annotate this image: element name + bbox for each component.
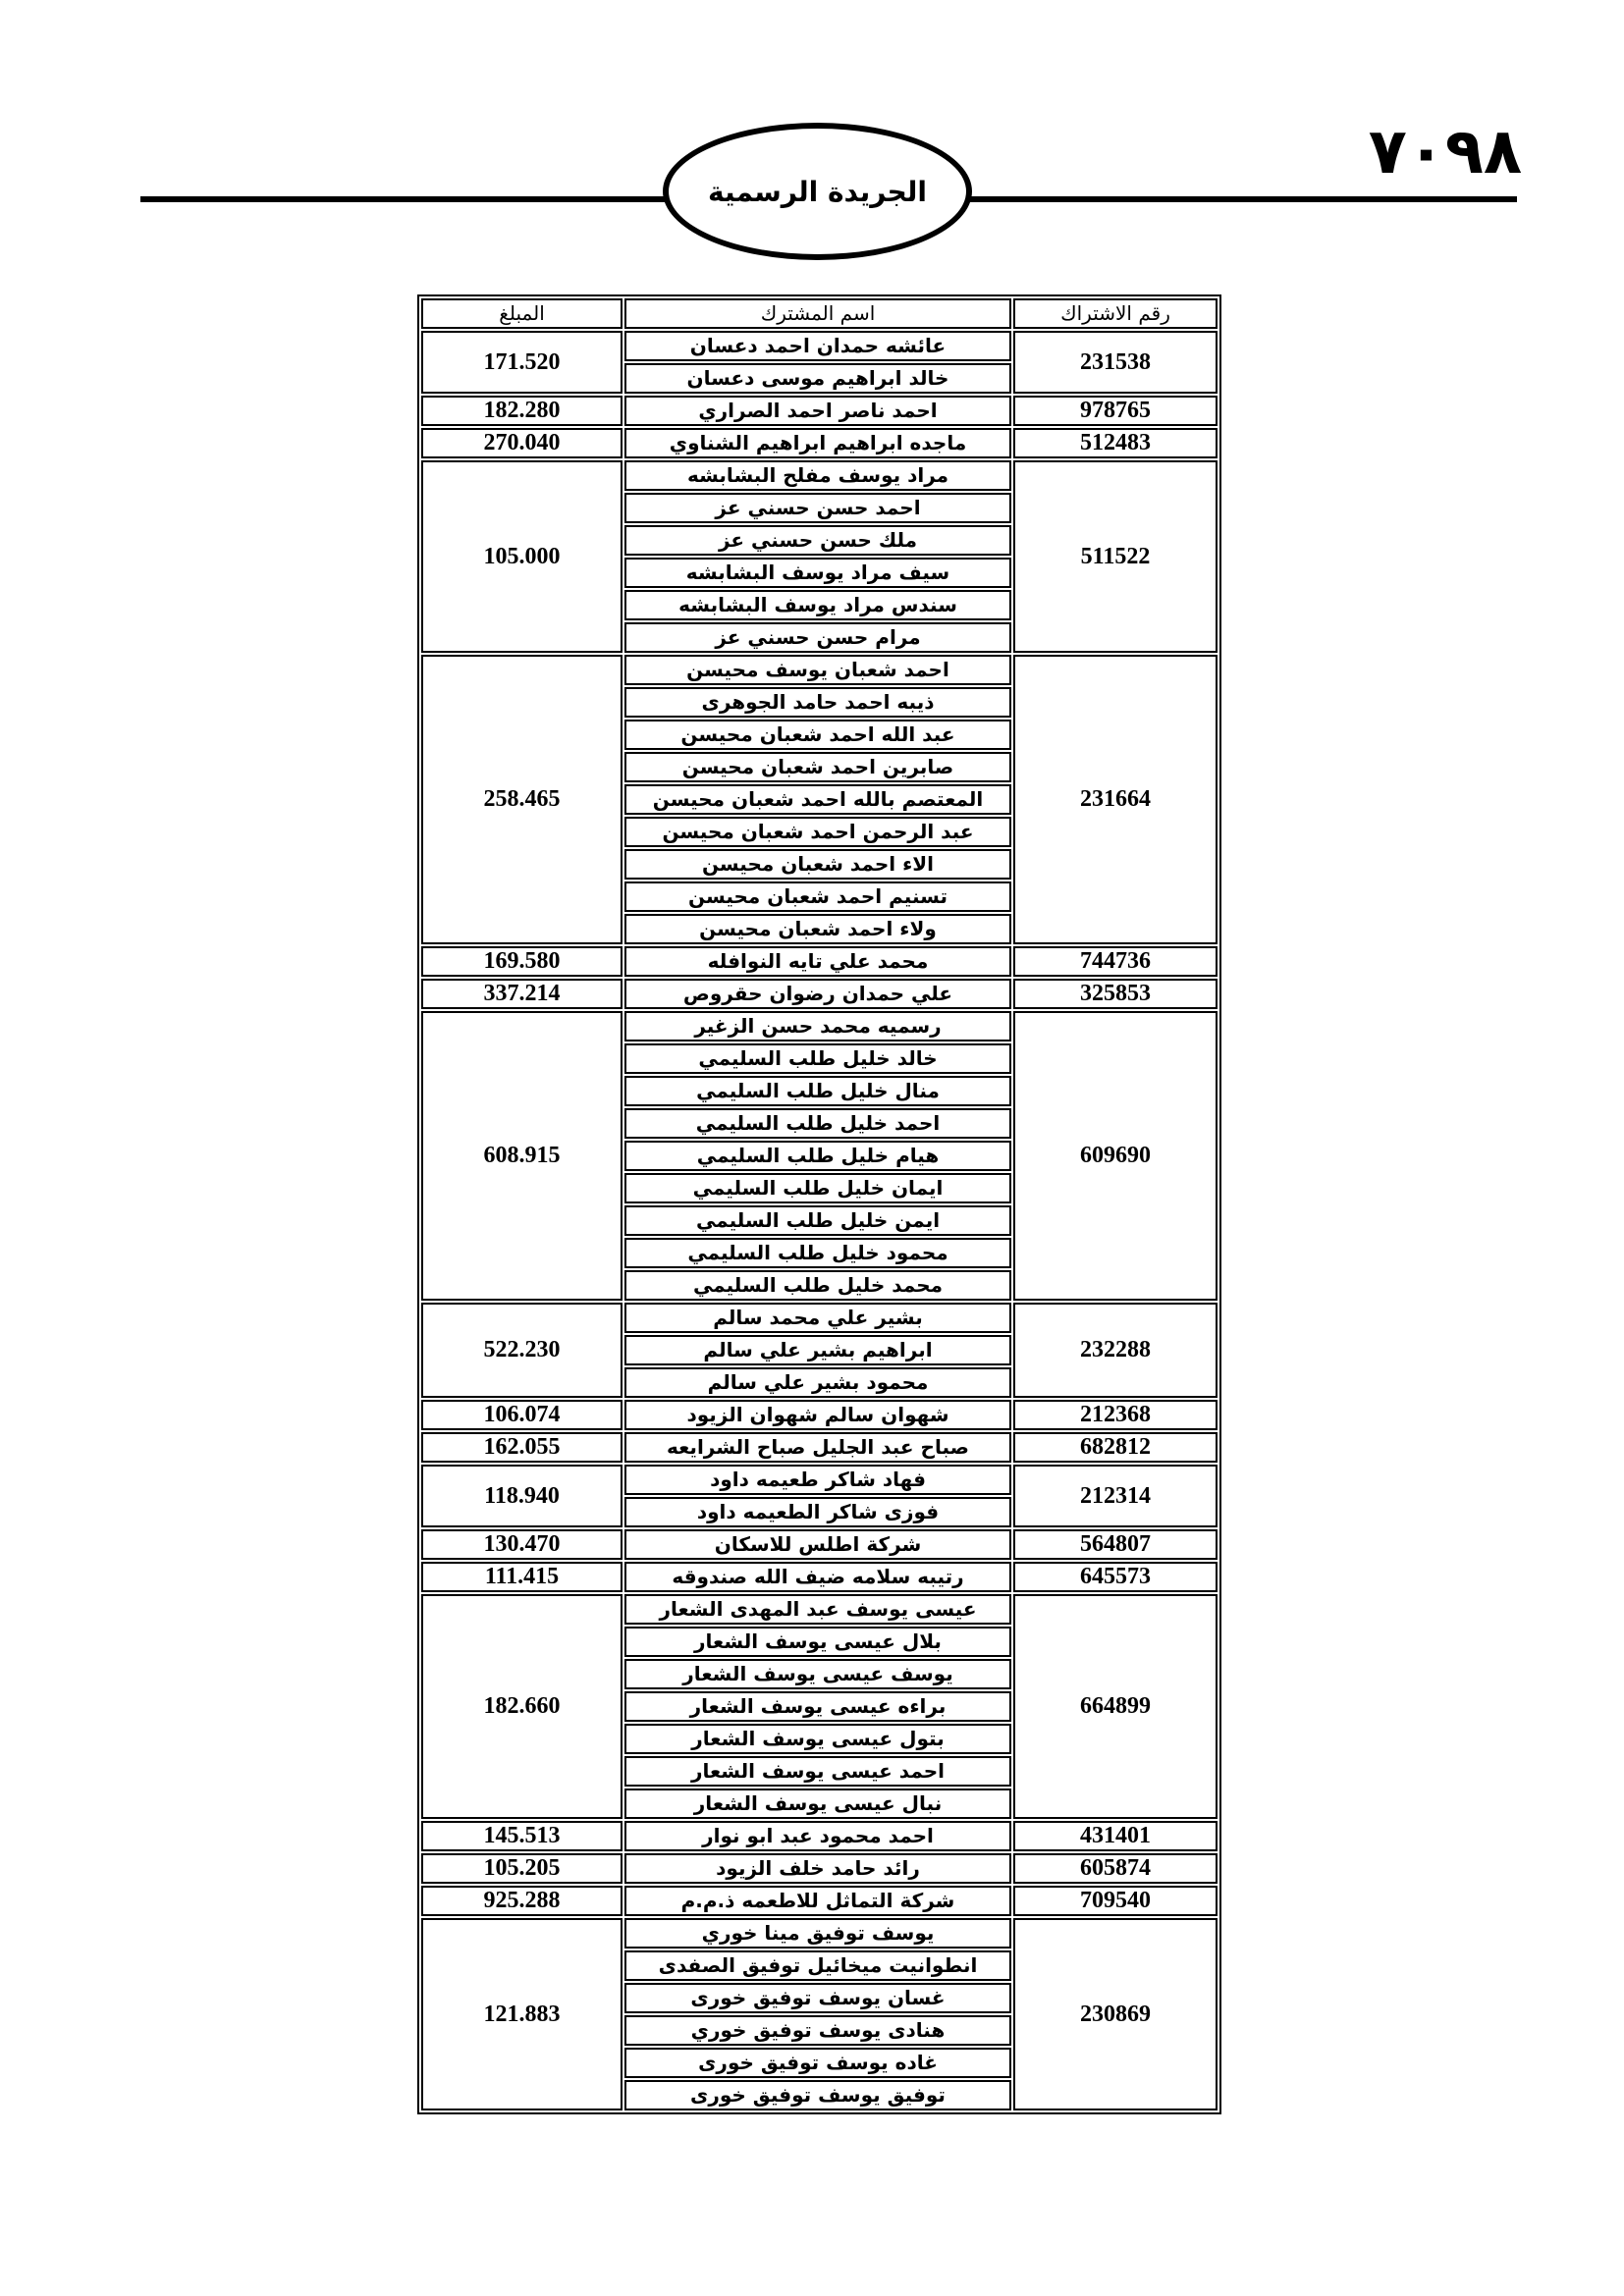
amount: 270.040 [421,428,623,458]
subscriber-name: هنادى يوسف توفيق خوري [624,2015,1011,2046]
subscription-number: 512483 [1013,428,1218,458]
table-row [421,1886,1218,1916]
subscription-number: 645573 [1013,1562,1218,1592]
subscriber-name: شركة اطلس للاسكان [624,1529,1011,1560]
subscription-number: 325853 [1013,979,1218,1009]
subscriber-name: ايمن خليل طلب السليمي [624,1205,1011,1236]
subscriber-name: المعتصم بالله احمد شعبان محيسن [624,784,1011,815]
subscriber-name: ماجده ابراهيم ابراهيم الشناوي [624,428,1011,458]
subscription-number: 664899 [1013,1594,1218,1819]
amount: 105.000 [421,460,623,653]
subscription-number: 232288 [1013,1303,1218,1398]
amount: 162.055 [421,1432,623,1463]
amount: 258.465 [421,655,623,944]
amount: 608.915 [421,1011,623,1301]
subscriber-name: عيسى يوسف عبد المهدى الشعار [624,1594,1011,1625]
subscriber-name: يوسف توفيق مينا خوري [624,1918,1011,1949]
subscriber-name: فوزى شاكر الطعيمه داود [624,1497,1011,1527]
subscriber-name: انطوانيت ميخائيل توفيق الصفدى [624,1950,1011,1981]
subscriber-name: ايمان خليل طلب السليمي [624,1173,1011,1203]
subscriber-name: ذيبه احمد حامد الجوهرى [624,687,1011,718]
amount: 145.513 [421,1821,623,1851]
subscriber-name: مرام حسن حسني عز [624,622,1011,653]
subscriber-name: الاء احمد شعبان محيسن [624,849,1011,880]
table-header-row [421,298,1218,329]
table-row [421,946,1218,977]
amount: 118.940 [421,1465,623,1527]
table-row [421,1562,1218,1592]
subscriber-name: محمود بشير علي سالم [624,1367,1011,1398]
subscribers-table [417,294,1221,2114]
subscriber-name: عبد الرحمن احمد شعبان محيسن [624,817,1011,847]
gazette-title: الجريدة الرسمية [708,175,927,208]
subscriber-name: براءه عيسى يوسف الشعار [624,1691,1011,1722]
gazette-title-oval [663,123,972,260]
subscriber-name: سندس مراد يوسف البشابشه [624,590,1011,620]
table-row [421,1821,1218,1851]
subscriber-name: رتيبه سلامه ضيف الله صندوقه [624,1562,1011,1592]
subscription-number: 230869 [1013,1918,1218,2110]
subscriber-name: محمد علي تايه النوافله [624,946,1011,977]
subscription-number: 431401 [1013,1821,1218,1851]
subscription-number: 231664 [1013,655,1218,944]
column-header-id: رقم الاشتراك [1013,298,1218,329]
subscriber-name: رائد حامد خلف الزيود [624,1853,1011,1884]
amount: 182.280 [421,396,623,426]
subscription-number: 231538 [1013,331,1218,394]
subscription-number: 978765 [1013,396,1218,426]
subscriber-name: خالد خليل طلب السليمي [624,1043,1011,1074]
table-row [421,428,1218,458]
column-header-name: اسم المشترك [624,298,1011,329]
subscriber-name: بلال عيسى يوسف الشعار [624,1627,1011,1657]
subscriber-name: محمود خليل طلب السليمي [624,1238,1011,1268]
subscription-number: 511522 [1013,460,1218,653]
subscription-number: 564807 [1013,1529,1218,1560]
subscriber-name: احمد شعبان يوسف محيسن [624,655,1011,685]
amount: 925.288 [421,1886,623,1916]
subscriber-name: صباح عبد الجليل صباح الشرايعه [624,1432,1011,1463]
amount: 130.470 [421,1529,623,1560]
subscriber-name: رسميه محمد حسن الزغير [624,1011,1011,1041]
amount: 171.520 [421,331,623,394]
subscriber-name: غسان يوسف توفيق خورى [624,1983,1011,2013]
subscriber-name: احمد ناصر احمد الصراري [624,396,1011,426]
subscriber-name: توفيق يوسف توفيق خورى [624,2080,1011,2110]
subscriber-name: خالد ابراهيم موسى دعسان [624,363,1011,394]
subscriber-name: احمد محمود عبد ابو نوار [624,1821,1011,1851]
table-row [421,979,1218,1009]
subscription-number: 609690 [1013,1011,1218,1301]
subscription-number: 212314 [1013,1465,1218,1527]
table-row [421,1011,1218,1041]
subscriber-name: غاده يوسف توفيق خورى [624,2048,1011,2078]
subscriber-name: بشير علي محمد سالم [624,1303,1011,1333]
amount: 169.580 [421,946,623,977]
page-number: ٧٠٩٨ [1368,116,1522,188]
subscriber-name: هيام خليل طلب السليمي [624,1141,1011,1171]
table-row [421,396,1218,426]
subscriber-name: عبد الله احمد شعبان محيسن [624,720,1011,750]
subscriber-name: علي حمدان رضوان حقروص [624,979,1011,1009]
subscriber-name: سيف مراد يوسف البشابشه [624,558,1011,588]
subscription-number: 212368 [1013,1400,1218,1430]
amount: 105.205 [421,1853,623,1884]
subscriber-name: ولاء احمد شعبان محيسن [624,914,1011,944]
subscriber-name: ملك حسن حسني عز [624,525,1011,556]
amount: 337.214 [421,979,623,1009]
subscriber-name: عائشه حمدان احمد دعسان [624,331,1011,361]
table-row [421,460,1218,491]
subscriber-name: صابرين احمد شعبان محيسن [624,752,1011,782]
subscriber-name: منال خليل طلب السليمي [624,1076,1011,1106]
table-row [421,1594,1218,1625]
amount: 121.883 [421,1918,623,2110]
subscriber-name: مراد يوسف مفلح البشابشه [624,460,1011,491]
subscriber-name: محمد خليل طلب السليمي [624,1270,1011,1301]
table-row [421,1303,1218,1333]
subscriber-name: فهاد شاكر طعيمه داود [624,1465,1011,1495]
table-row [421,655,1218,685]
table-row [421,1853,1218,1884]
subscriber-name: تسنيم احمد شعبان محيسن [624,881,1011,912]
table-row [421,1529,1218,1560]
subscriber-name: يوسف عيسى يوسف الشعار [624,1659,1011,1689]
subscriber-name: نبال عيسى يوسف الشعار [624,1789,1011,1819]
subscriber-name: ابراهيم بشير علي سالم [624,1335,1011,1365]
subscription-number: 744736 [1013,946,1218,977]
subscriber-name: شهوان سالم شهوان الزيود [624,1400,1011,1430]
subscriber-name: احمد عيسى يوسف الشعار [624,1756,1011,1787]
table-row [421,1465,1218,1495]
column-header-amount: المبلغ [421,298,623,329]
subscriber-name: بتول عيسى يوسف الشعار [624,1724,1011,1754]
amount: 111.415 [421,1562,623,1592]
table-row [421,331,1218,361]
amount: 182.660 [421,1594,623,1819]
subscription-number: 682812 [1013,1432,1218,1463]
amount: 106.074 [421,1400,623,1430]
table-row [421,1400,1218,1430]
subscription-number: 605874 [1013,1853,1218,1884]
subscriber-name: احمد حسن حسني عز [624,493,1011,523]
table-row [421,1432,1218,1463]
subscription-number: 709540 [1013,1886,1218,1916]
subscriber-name: شركة التماثل للاطعمه ذ.م.م [624,1886,1011,1916]
table-row [421,1918,1218,1949]
amount: 522.230 [421,1303,623,1398]
subscriber-name: احمد خليل طلب السليمي [624,1108,1011,1139]
